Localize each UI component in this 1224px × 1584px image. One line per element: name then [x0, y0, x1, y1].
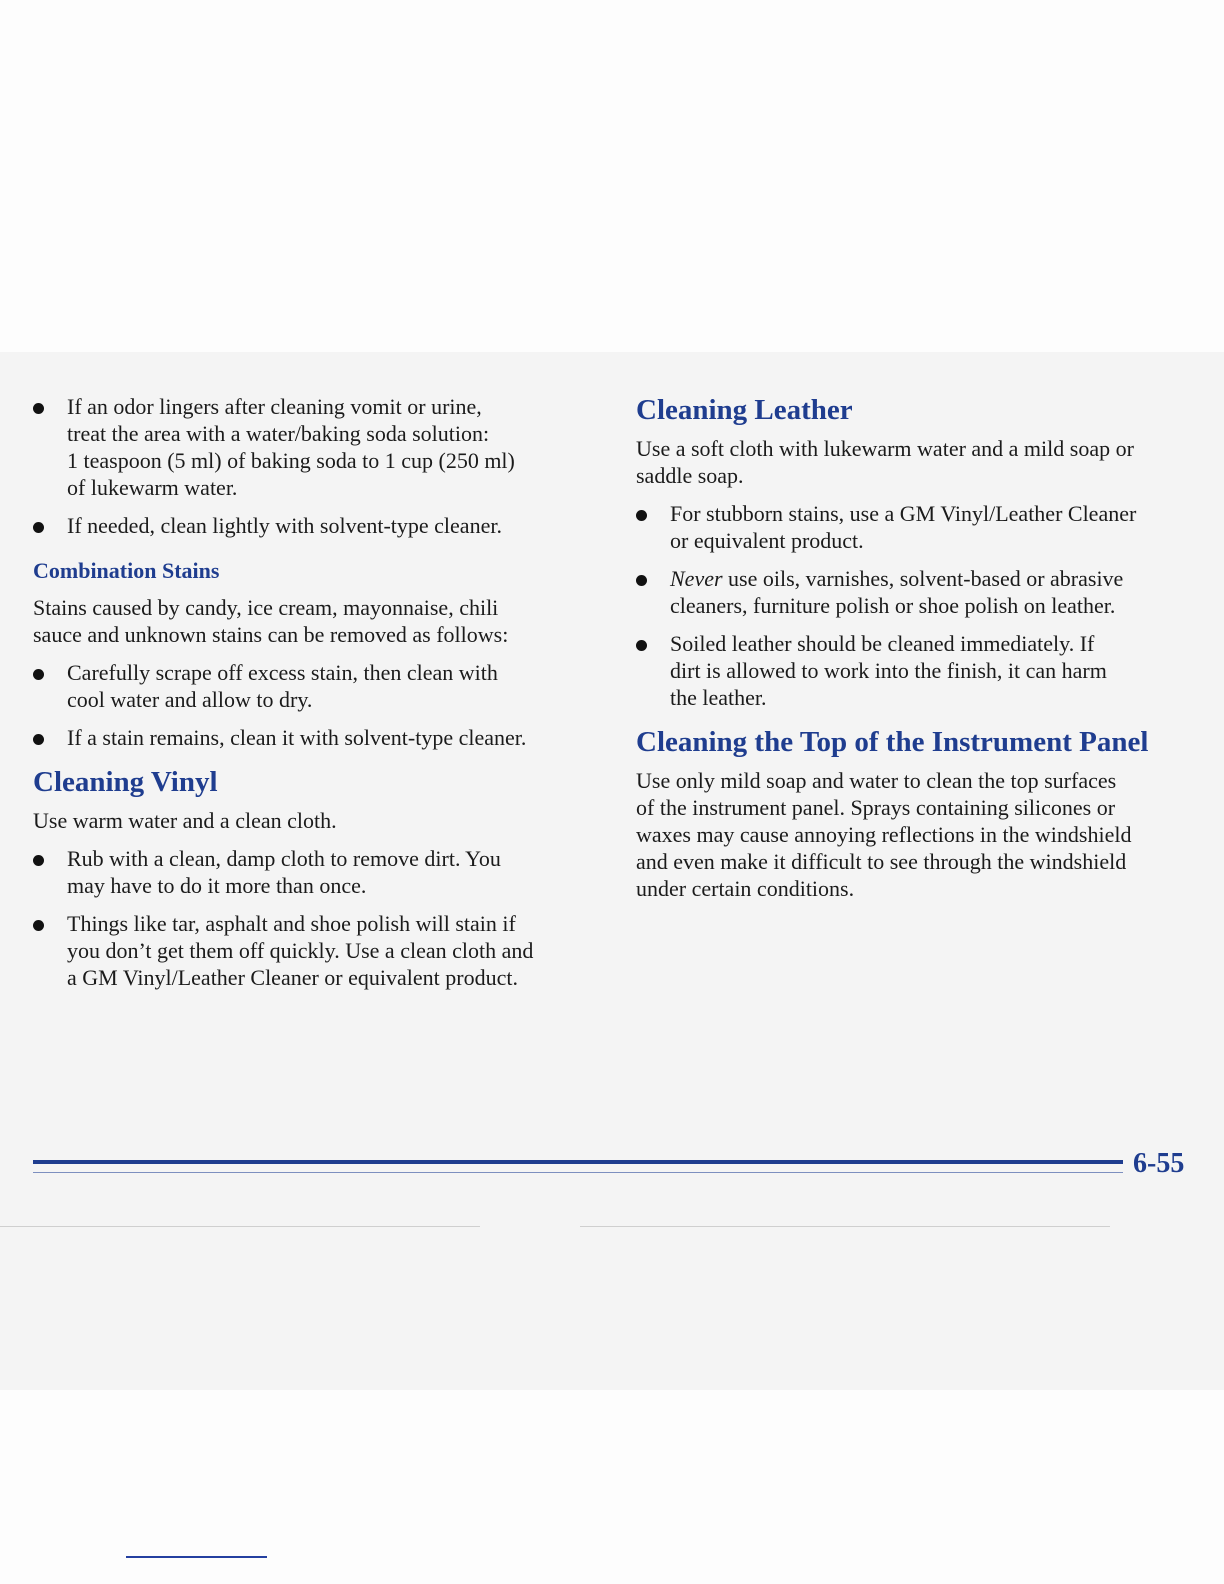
section-subheading-combination-stains: Combination Stains	[33, 558, 220, 583]
section-heading-instrument-panel: Cleaning the Top of the Instrument Panel	[636, 726, 1149, 758]
divider	[580, 1226, 1110, 1227]
text-line: Soiled leather should be cleaned immediately. If	[670, 631, 1095, 656]
bottom-mark	[126, 1556, 267, 1558]
text-line: Things like tar, asphalt and shoe polish will stain if	[67, 911, 516, 936]
text-line: Use only mild soap and water to clean the top surfaces	[636, 768, 1117, 793]
text-line: of lukewarm water.	[67, 475, 238, 500]
text-line: treat the area with a water/baking soda solution:	[67, 421, 490, 446]
bullet-icon	[33, 669, 44, 680]
text-line: If a stain remains, clean it with solvent-type cleaner.	[67, 725, 527, 750]
list-item	[33, 659, 593, 713]
bullet-icon	[33, 522, 44, 533]
text-line: Use warm water and a clean cloth.	[33, 808, 337, 833]
text-line: or equivalent product.	[670, 528, 864, 553]
text-line: sauce and unknown stains can be removed as follows:	[33, 622, 509, 647]
bullet-icon	[636, 510, 647, 521]
text-line: Carefully scrape off excess stain, then clean with	[67, 660, 498, 685]
cleaning-leather-paragraph	[636, 435, 1196, 489]
footer-rule-thin	[33, 1172, 1123, 1173]
text-line: Use a soft cloth with lukewarm water and a mild soap or	[636, 436, 1134, 461]
text-line: under certain conditions.	[636, 876, 855, 901]
left-column	[33, 393, 593, 1002]
text-line: cool water and allow to dry.	[67, 687, 313, 712]
text-line: may have to do it more than once.	[67, 873, 367, 898]
list-item	[33, 910, 593, 991]
footer-rule	[33, 1160, 1123, 1164]
text-line: you don’t get them off quickly. Use a clean cloth and	[67, 938, 534, 963]
combination-stains-paragraph	[33, 594, 593, 648]
cleaning-vinyl-paragraph	[33, 807, 593, 834]
text-line: waxes may cause annoying reflections in the windshield	[636, 822, 1132, 847]
list-item	[636, 500, 1196, 554]
text-line: If an odor lingers after cleaning vomit or urine,	[67, 394, 482, 419]
bullet-icon	[33, 920, 44, 931]
bullet-icon	[636, 575, 647, 586]
list-item	[33, 724, 593, 751]
bullet-icon	[33, 855, 44, 866]
text-line: dirt is allowed to work into the finish, it can harm	[670, 658, 1107, 683]
bullet-icon	[33, 734, 44, 745]
text-line: Stains caused by candy, ice cream, mayonnaise, chili	[33, 595, 499, 620]
emphasis-never: Never	[670, 566, 723, 591]
bullet-icon	[33, 403, 44, 414]
section-heading-cleaning-vinyl: Cleaning Vinyl	[33, 766, 218, 798]
text-line: 1 teaspoon (5 ml) of baking soda to 1 cup (250 ml)	[67, 448, 515, 473]
list-item	[636, 630, 1196, 711]
bullet-icon	[636, 640, 647, 651]
list-item	[636, 565, 1196, 619]
right-column	[636, 393, 1196, 913]
section-heading-cleaning-leather: Cleaning Leather	[636, 394, 853, 426]
instrument-panel-paragraph	[636, 767, 1196, 902]
text-line: and even make it difficult to see through the windshield	[636, 849, 1127, 874]
text-line: a GM Vinyl/Leather Cleaner or equivalent product.	[67, 965, 518, 990]
list-item	[33, 512, 593, 539]
list-item	[33, 393, 593, 501]
text-line: cleaners, furniture polish or shoe polish on leather.	[670, 593, 1116, 618]
text-line	[670, 565, 1196, 592]
divider	[0, 1226, 480, 1227]
text-line: Rub with a clean, damp cloth to remove dirt. You	[67, 846, 501, 871]
text-line: of the instrument panel. Sprays containing silicones or	[636, 795, 1116, 820]
list-item	[33, 845, 593, 899]
text-line: If needed, clean lightly with solvent-type cleaner.	[67, 513, 502, 538]
text-line: the leather.	[670, 685, 767, 710]
text-line: For stubborn stains, use a GM Vinyl/Leather Cleaner	[670, 501, 1137, 526]
page-number: 6-55	[1133, 1148, 1185, 1179]
text-fragment: use oils, varnishes, solvent-based or abrasive	[722, 566, 1124, 591]
text-line: saddle soap.	[636, 463, 744, 488]
